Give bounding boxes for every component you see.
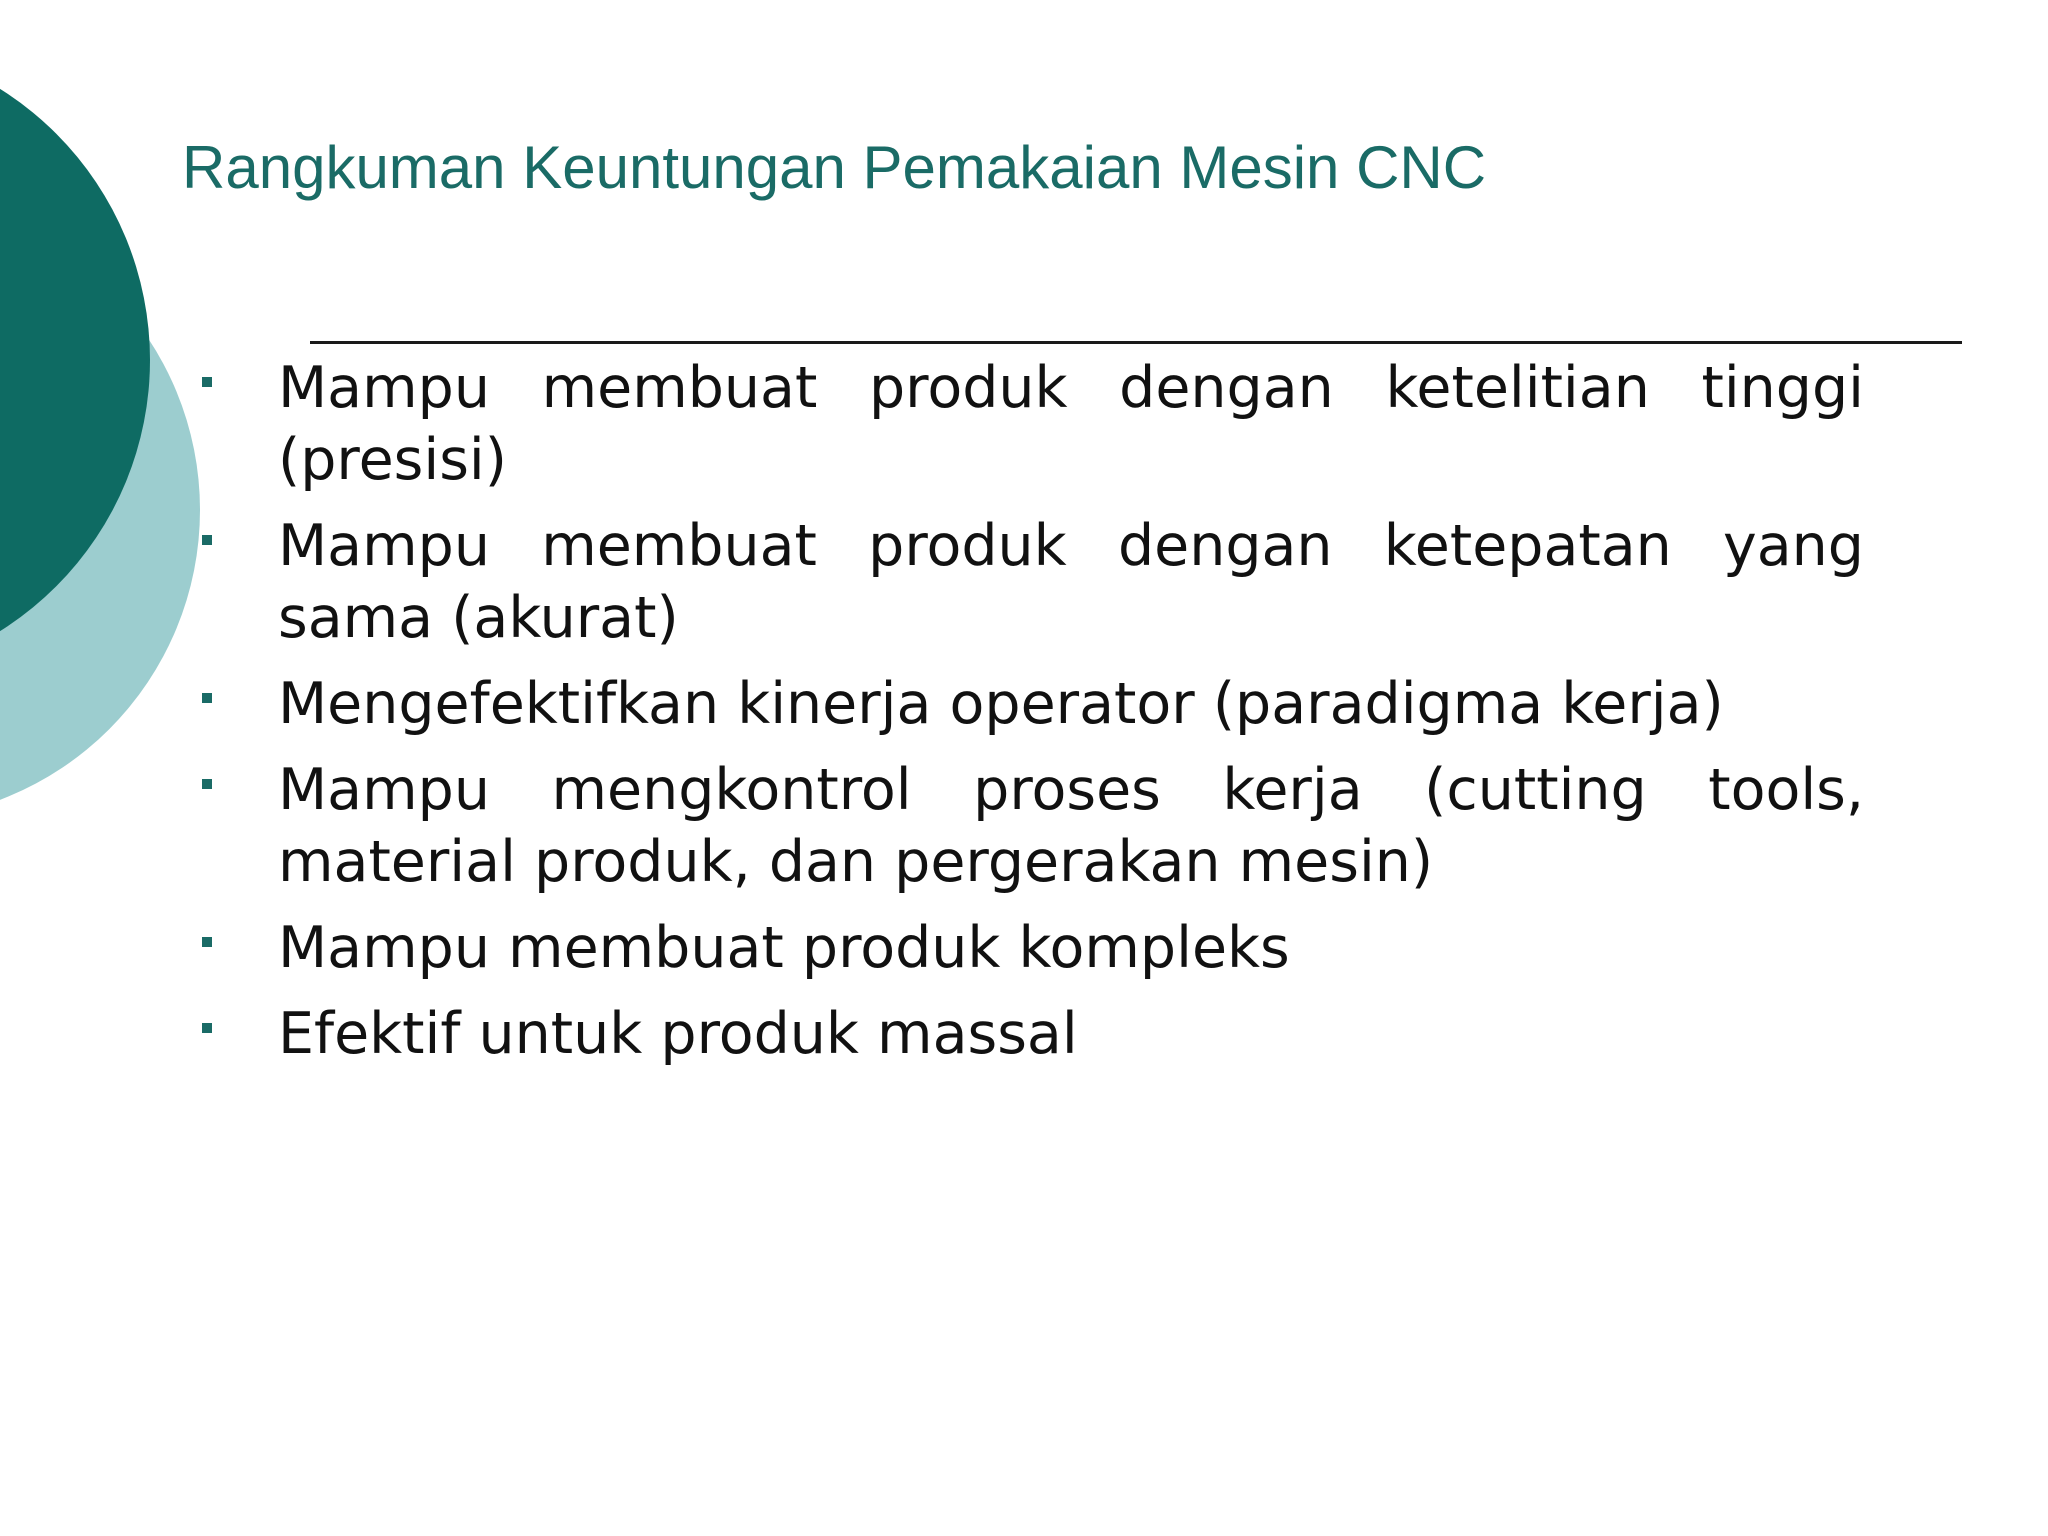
bullet-item-process-control (196, 754, 1864, 898)
bullet-text: Mampu membuat produk kompleks (278, 915, 1290, 981)
bullet-item-mass (196, 998, 1864, 1070)
square-bullet-icon (202, 535, 212, 545)
bullet-text: Mampu mengkontrol proses kerja (cutting tools, material produk, dan pergerakan mesin) (278, 757, 1864, 895)
bullet-text: Mengefektifkan kinerja operator (paradigma kerja) (278, 671, 1724, 737)
title-divider (310, 341, 1962, 344)
bullet-item-operator (196, 668, 1864, 740)
bullet-text: Efektif untuk produk massal (278, 1001, 1078, 1067)
square-bullet-icon (202, 779, 212, 789)
square-bullet-icon (202, 937, 212, 947)
square-bullet-icon (202, 1023, 212, 1033)
square-bullet-icon (202, 377, 212, 387)
bullet-text: Mampu membuat produk dengan ketelitian tinggi (presisi) (278, 355, 1864, 493)
slide-title: Rangkuman Keuntungan Pemakaian Mesin CNC (182, 134, 1487, 201)
square-bullet-icon (202, 693, 212, 703)
bullet-item-precision (196, 352, 1864, 496)
bullet-item-complex (196, 912, 1864, 984)
bullet-item-accuracy (196, 510, 1864, 654)
bullet-list (196, 352, 1864, 1084)
bullet-text: Mampu membuat produk dengan ketepatan yang sama (akurat) (278, 513, 1864, 651)
